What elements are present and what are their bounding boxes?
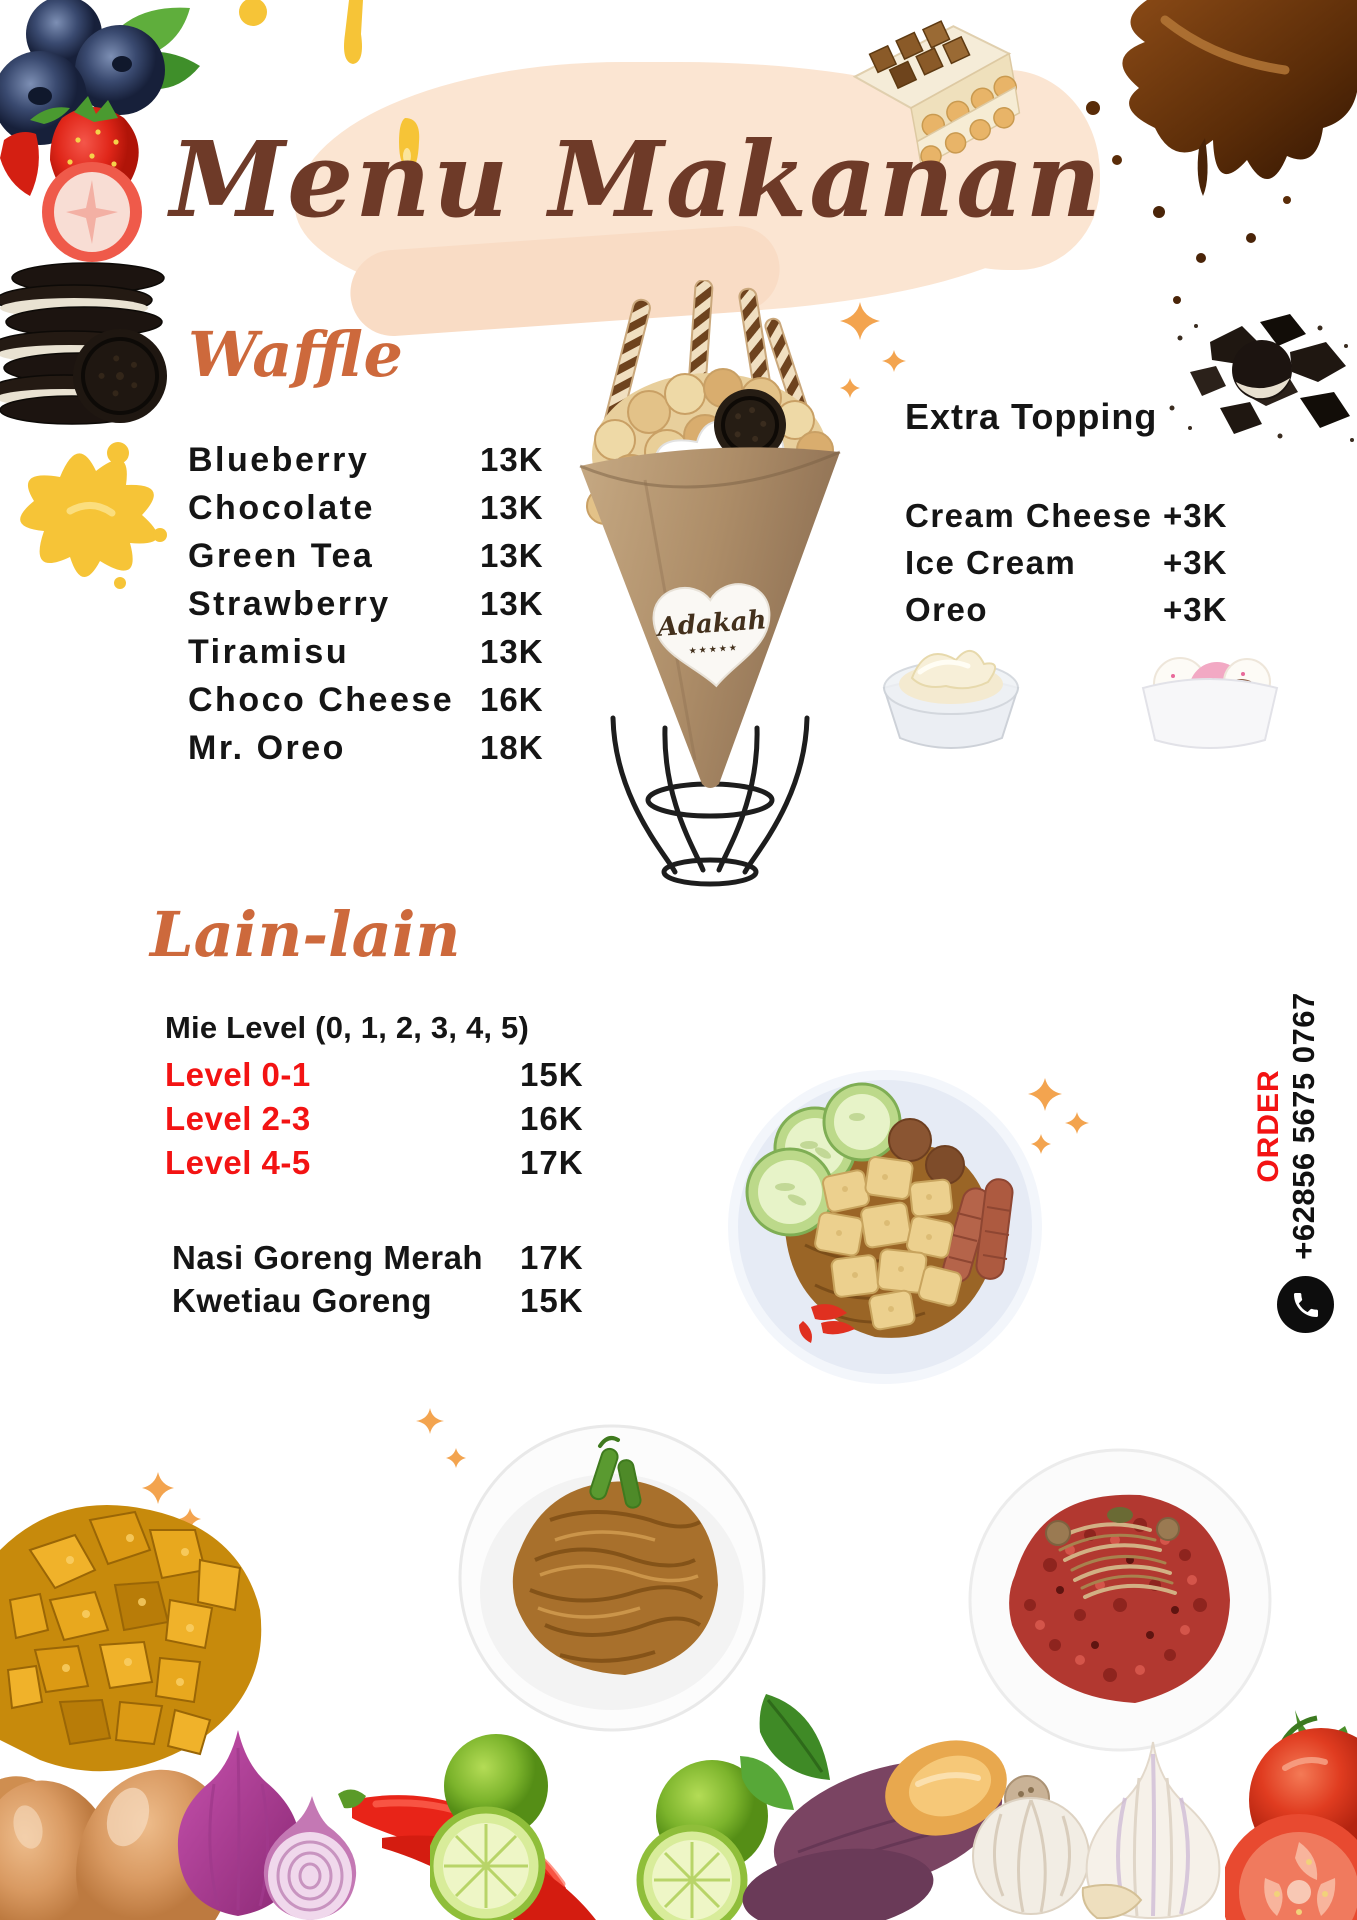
level-price: 16K	[520, 1100, 584, 1137]
menu-item-name: Green Tea	[188, 536, 375, 575]
oreo-stack-image	[0, 258, 180, 430]
menu-item-row	[905, 492, 1227, 539]
menu-item-row	[905, 586, 1227, 633]
menu-item-row	[165, 1097, 584, 1141]
mie-level-list	[165, 1053, 584, 1185]
waffle-section-heading: Waffle	[188, 318, 403, 391]
menu-item-name: Chocolate	[188, 488, 375, 527]
phone-icon	[1277, 1276, 1334, 1333]
order-label: ORDER	[1252, 1069, 1285, 1183]
menu-item-price: 16K	[480, 681, 544, 718]
waffle-menu-list	[188, 436, 544, 772]
menu-item-price: 15K	[520, 1281, 584, 1319]
menu-item-price: 13K	[480, 489, 544, 526]
cone-logo-stars: ★★★★★	[688, 642, 740, 656]
garlic-image	[965, 1728, 1255, 1920]
cream-cheese-bowl-image	[876, 626, 1026, 766]
menu-item-row	[188, 580, 544, 628]
menu-item-name: Strawberry	[188, 584, 391, 623]
menu-item-row	[188, 484, 544, 532]
menu-item-row	[188, 676, 544, 724]
order-contact-block	[1254, 976, 1326, 1276]
order-phone-number: +62856 5675 0767	[1286, 992, 1321, 1260]
level-name: Level 0-1	[165, 1056, 311, 1093]
lain-lain-list	[172, 1236, 584, 1322]
menu-item-name: Ice Cream	[905, 543, 1077, 581]
menu-item-name: Choco Cheese	[188, 680, 455, 719]
level-price: 17K	[520, 1144, 584, 1181]
menu-item-price: +3K	[1163, 496, 1228, 534]
cone-logo-brand: Adakah	[656, 605, 768, 643]
menu-item-row	[165, 1141, 584, 1185]
menu-item-row	[188, 724, 544, 772]
menu-item-name: Blueberry	[188, 440, 370, 479]
menu-item-price: 13K	[480, 441, 544, 478]
lain-lain-section-heading: Lain-lain	[150, 898, 461, 971]
menu-item-row	[165, 1053, 584, 1097]
menu-item-price: +3K	[1163, 590, 1228, 628]
extra-topping-list	[905, 492, 1227, 633]
oreo-crumbs-image	[1150, 312, 1357, 452]
level-price: 15K	[520, 1056, 584, 1093]
menu-item-price: 13K	[480, 585, 544, 622]
menu-item-price: 17K	[520, 1238, 584, 1276]
menu-item-price: 13K	[480, 633, 544, 670]
mie-plate-image	[725, 1055, 1055, 1405]
menu-item-row	[188, 628, 544, 676]
menu-item-row	[188, 532, 544, 580]
page-title: Menu Makanan	[170, 118, 1104, 241]
phone-handset-glyph	[1290, 1289, 1322, 1321]
menu-item-name: Cream Cheese	[905, 496, 1153, 534]
menu-item-price: 13K	[480, 537, 544, 574]
extra-topping-heading: Extra Topping	[905, 396, 1158, 437]
menu-item-row	[172, 1236, 584, 1279]
menu-item-row	[188, 436, 544, 484]
menu-item-row	[905, 539, 1227, 586]
kwetiau-plate-image	[450, 1420, 780, 1735]
ice-cream-bowl-image	[1125, 640, 1295, 760]
menu-item-price: +3K	[1163, 543, 1228, 581]
waffle-cone-image	[545, 280, 875, 910]
menu-item-name: Mr. Oreo	[188, 728, 346, 767]
level-name: Level 2-3	[165, 1100, 311, 1137]
level-name: Level 4-5	[165, 1144, 311, 1181]
menu-item-name: Kwetiau Goreng	[172, 1281, 433, 1319]
menu-item-price: 18K	[480, 729, 544, 766]
menu-item-name: Nasi Goreng Merah	[172, 1238, 484, 1276]
menu-item-name: Tiramisu	[188, 632, 350, 671]
menu-item-row	[172, 1279, 584, 1322]
mie-level-subheading: Mie Level (0, 1, 2, 3, 4, 5)	[165, 1010, 529, 1045]
honey-splash-image	[0, 415, 190, 600]
tomatoes-image	[1225, 1702, 1357, 1920]
menu-item-name: Oreo	[905, 590, 989, 628]
